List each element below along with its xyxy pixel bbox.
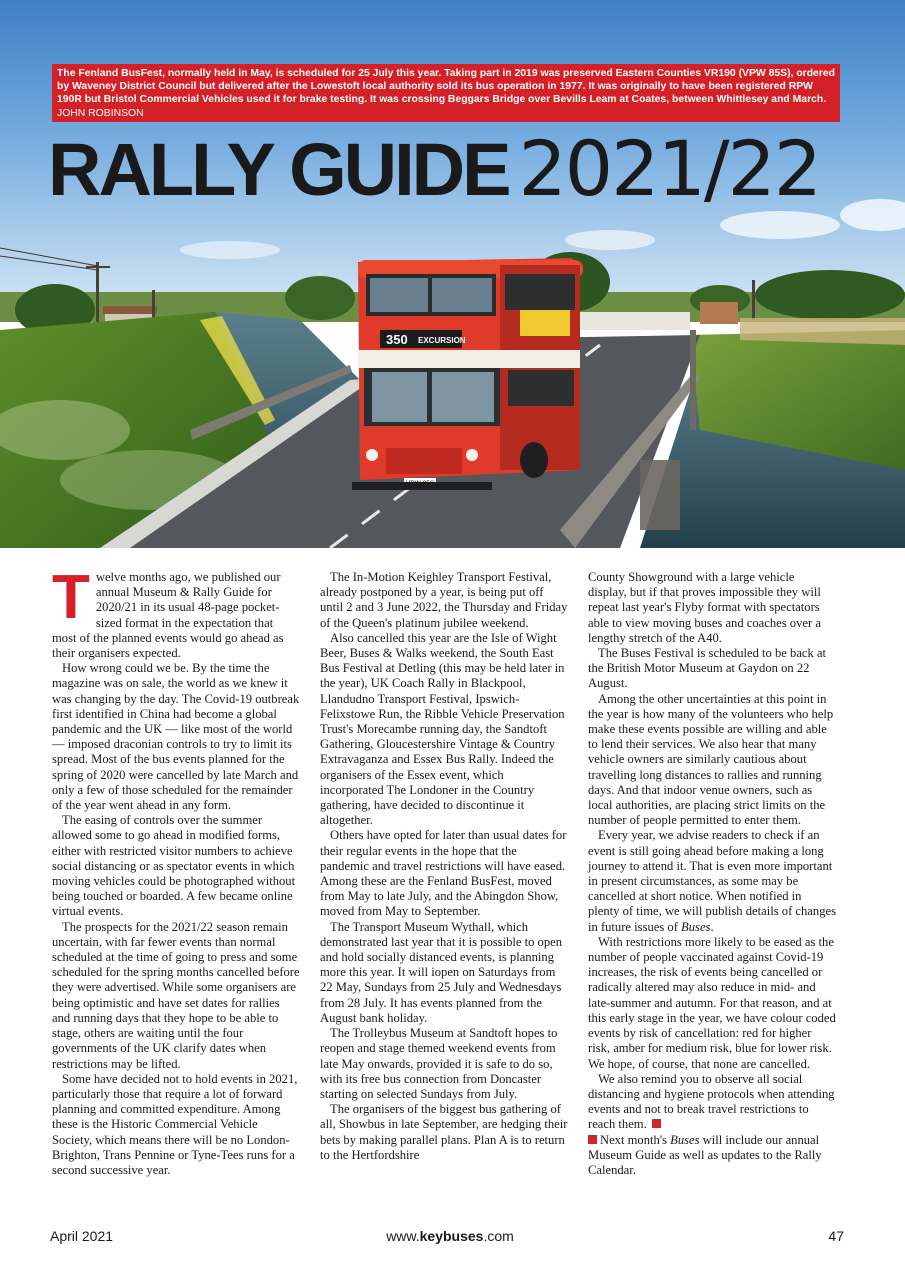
paragraph: The Trolleybus Museum at Sandtoft hopes to reopen and stage themed weekend events from late May onwards, provided it is safe to do so, with its free bus connection from Doncaster starting on selected Sundays from July. — [320, 1026, 558, 1101]
square-bullet-icon — [588, 1135, 597, 1144]
paragraph: The organisers of the biggest bus gathering of all, Showbus in late September, are hedging their bets by making parallel plans. Plan A is to return to the Hertfordshire — [320, 1102, 568, 1162]
paragraph: The prospects for the 2021/22 season remain uncertain, with far fewer events than normal scheduled at the time of going to press and some scheduled for the spring months cancelled before they were advertised. While some organisers are being optimistic and have set dates for rallies and running days that they hope to be able to stage, others are waiting until the four governments of the UK clarify dates when restrictions may be lifted. — [52, 919, 300, 1071]
paragraph: How wrong could we be. By the time the magazine was on sale, the world as we knew it was changing by the day. The Covid-19 outbreak first identified in China had become a global pandemic and the UK — like most of the world — imposed draconian controls to try to limit its spread. Most of the bus events planned for the spring of 2020 were cancelled by late March and only a few of those scheduled for the remainder of the year went ahead in any form. — [52, 661, 300, 813]
paragraph: The Transport Museum Wythall, which demonstrated last year that it is possible to open and hold socially distanced events, is planning more this year. It will iopen on Saturdays from 22 May, Sundays from 25 July and Wednesdays from 28 July. It has events planned from the August bank holiday. — [320, 919, 563, 1025]
column-1 — [52, 563, 300, 1178]
paragraph: The easing of controls over the summer allowed some to go ahead in modified forms, either with restricted visitor numbers to achieve social distancing or as spectator events in which moving vehicles could be photographed without being touched or boarded. A few became online virtual events. — [52, 813, 296, 919]
paragraph: Others have opted for later than usual dates for their regular events in the hope that the pandemic and travel restrictions will have eased. Among these are the Fenland BusFest, moved from May to late July, and the Abingdon Show, moved from May to September. — [320, 828, 567, 919]
paragraph-text: will include our annual Museum Guide as well as updates to the Rally Calendar. — [588, 1132, 822, 1177]
bus — [352, 258, 583, 490]
url-suffix: .com — [483, 1228, 514, 1244]
article-body — [52, 563, 852, 1210]
column-2 — [320, 570, 568, 1163]
paragraph: Also cancelled this year are the Isle of Wight Beer, Buses & Walks weekend, the South East Bus Festival at Detling (this may be held later in the year), UK Coach Rally in Blackpool, Llandudno Transport Festival, Ipswich-Felixstowe Run, the Ribble Vehicle Preservation Trust's Morecambe running day, the Sandtoft Gathering, Gloucestershire Vintage & Country Extravaganza and Essex Bus Rally. Indeed the organisers of the Essex event, which incorporated The Londoner in the Country gathering, have decided to discontinue it altogether. — [320, 630, 565, 828]
issue-date: April 2021 — [50, 1228, 114, 1244]
end-mark-icon — [652, 1119, 661, 1128]
caption-text: The Fenland BusFest, normally held in May, is scheduled for 25 July this year. Taking part in 2019 was preserved Eastern Counties VR190 (VPW 85S), ordered by Waveney District Council but delivered after the Lowestoft local authority sold its bus operation in 1977. It was originally to have been registered RPW 190R but Bristol Commercial Vehicles used it for brake testing. It was crossing Beggars Bridge over Bevills Leam at Coates, between Whittlesey and March. — [57, 68, 836, 106]
magazine-title: Buses — [670, 1132, 700, 1147]
paragraph-text: . — [710, 919, 714, 934]
paragraph — [52, 563, 300, 661]
photo-caption — [52, 64, 840, 122]
page-number: 47 — [828, 1228, 844, 1244]
title-main: RALLY GUIDE — [48, 128, 509, 211]
drop-cap: T — [52, 563, 90, 632]
website-url[interactable] — [50, 1228, 850, 1244]
photo-credit: JOHN ROBINSON — [57, 107, 144, 119]
paragraph-text: welve months ago, we published our annual Museum & Rally Guide for 2020/21 in its usual 48-page pocket-sized format in the expectation that most of the planned events would go ahead as their organisers expected. — [52, 570, 284, 661]
destination-number: 350 — [386, 332, 408, 347]
title-years: 2021/22 — [518, 124, 821, 213]
paragraph: With restrictions more likely to be eased as the number of people vaccinated against Covid-19 increases, the risk of events being cancelled or radically altered may also reduce in mid- and late-summer and autumn. For that reason, and at this early stage in the year, we have colour coded events by risk of cancellation: red for higher risk, amber for medium risk, blue for lower risk. We hope, of course, that none are cancelled. — [588, 934, 836, 1071]
paragraph: County Showground with a large vehicle display, but if that proves impossible they will repeat last year's Flyby format with spectators able to view moving buses and coaches over a lengthy stretch of the A40. — [588, 570, 821, 645]
paragraph: The In-Motion Keighley Transport Festival, already postponed by a year, is being put off until 2 and 3 June 2022, the Thursday and Friday of the Queen's platinum jubilee weekend. — [320, 570, 568, 630]
paragraph-text: We also remind you to observe all social distancing and hygiene protocols when attending events and not to break travel restrictions to reach them. — [588, 1071, 835, 1132]
magazine-title: Buses — [681, 919, 711, 934]
paragraph — [588, 1133, 836, 1179]
destination-text: EXCURSION — [418, 336, 466, 345]
paragraph: The Buses Festival is scheduled to be back at the British Motor Museum at Gaydon on 22 August. — [588, 646, 827, 691]
paragraph — [588, 1072, 836, 1133]
url-prefix: www. — [386, 1228, 420, 1244]
page-footer — [50, 1228, 850, 1248]
page-title — [48, 124, 848, 214]
column-3 — [588, 570, 836, 1178]
paragraph-text: Next month's — [600, 1132, 671, 1147]
paragraph: Some have decided not to hold events in 2021, particularly those that require a lot of forward planning and committed expenditure. Among these is the Historic Commercial Vehicle Society, which means there will be no London-Brighton, Trans Pennine or Tyne-Tees runs for a second successive year. — [52, 1071, 298, 1177]
url-domain: keybuses — [419, 1228, 484, 1244]
paragraph-text: Every year, we advise readers to check if an event is still going ahead before making a long journey to attend it. That is even more important in present circumstances, as some may be cancelled at short notice. When notified in plenty of time, we will publish details of changes in future issues of — [588, 828, 836, 934]
paragraph — [588, 828, 836, 934]
paragraph: Among the other uncertainties at this point in the year is how many of the volunteers who help make these events possible are willing and able to lend their services. We also hear that many vehicle owners are similarly cautious about travelling long distances to rallies and running days. And that indoor venue owners, such as local authorities, are placing strict limits on the number of people permitted to enter them. — [588, 691, 834, 828]
hero-photo — [0, 0, 905, 548]
